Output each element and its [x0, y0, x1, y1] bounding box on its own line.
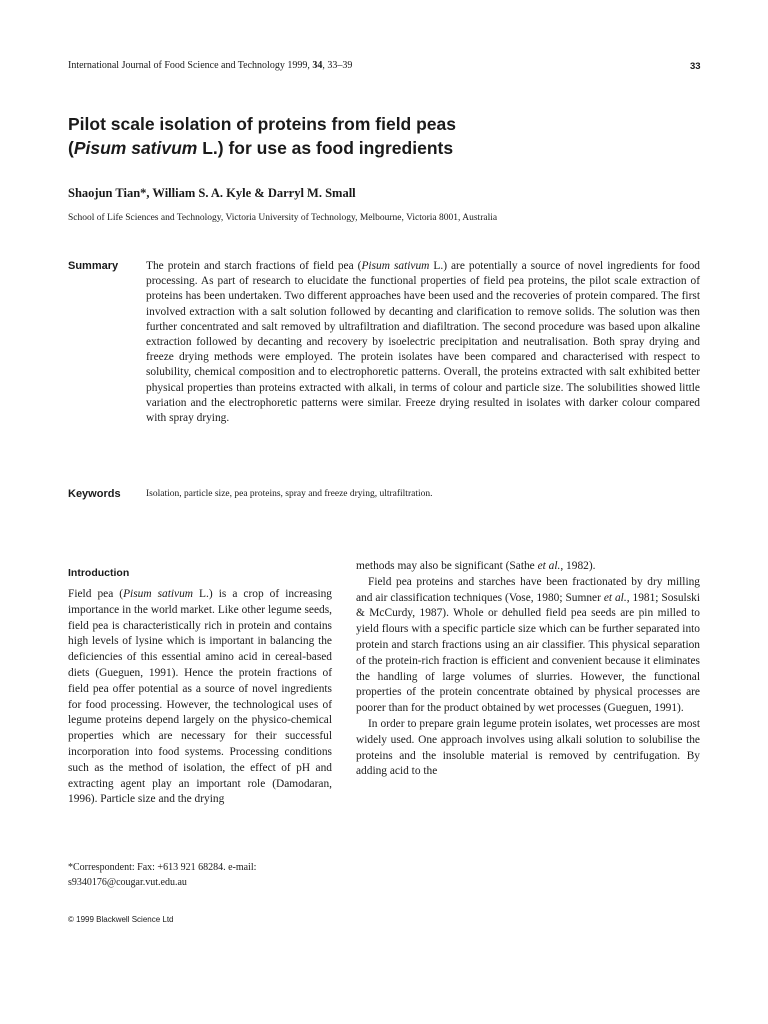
- correspondent-footnote: [68, 860, 332, 890]
- title-line-1: Pilot scale isolation of proteins from field peas: [68, 114, 456, 134]
- author-list: Shaojun Tian*, William S. A. Kyle & Darryl M. Small: [68, 186, 356, 200]
- intro-paragraph-2: Field pea proteins and starches have been fractionated by dry milling and air classification techniques (Vose, 1980; Sumner et al., 1981; Sosulski & McCurdy, 1987). Whole or dehulled field pea seeds are pin milled to yield flours with a specific particle size which can be further separated into protein and starch fractions using an air classifier. This physical separation of the protein-rich fraction is efficient and convenient because it eliminates the handling of large volumes of slurries. However, the functional properties of the protein concentrate obtained by physical processes are poorer than for the product obtained by wet processes (Gueguen, 1991).: [356, 575, 700, 715]
- keywords-text: Isolation, particle size, pea proteins, spray and freeze drying, ultrafiltration.: [146, 489, 433, 499]
- article-title: [68, 112, 688, 160]
- running-head: [68, 60, 352, 71]
- title-line-2: (Pisum sativum L.) for use as food ingredients: [68, 138, 454, 158]
- summary-label: Summary: [68, 260, 119, 272]
- journal-pages: , 33–39: [322, 60, 353, 71]
- copyright-notice: © 1999 Blackwell Science Ltd: [68, 915, 174, 924]
- page-number: 33: [690, 61, 701, 72]
- journal-citation: International Journal of Food Science and Technology 1999,: [68, 60, 313, 71]
- intro-paragraph-3: In order to prepare grain legume protein isolates, wet processes are most widely used. One approach involves using alkali solution to solubilise the proteins and the insoluble material is removed by centrifugation. By adding acid to the: [356, 717, 700, 778]
- journal-volume: 34: [312, 60, 323, 71]
- keywords-label: Keywords: [68, 488, 121, 500]
- footnote-line-1: *Correspondent: Fax: +613 921 68284. e-mail:: [68, 862, 257, 873]
- intro-paragraph-1-cont: methods may also be significant (Sathe et al., 1982).: [356, 560, 596, 572]
- affiliation: School of Life Sciences and Technology, Victoria University of Technology, Melbourne, Victoria 8001, Australia: [68, 213, 498, 223]
- right-column-text: [356, 559, 700, 780]
- introduction-heading: Introduction: [68, 567, 130, 579]
- intro-paragraph-1: Field pea (Pisum sativum L.) is a crop of increasing importance in the world market. Like other legume seeds, field pea is characteristically rich in protein and contains high levels of lysine which is important in balancing the deficiencies of this essential amino acid in cereal-based diets (Gueguen, 1991). Hence the protein fractions of field pea offer potential as a source of novel ingredients for food processing. However, the technological uses of legume proteins depend largely on the physico-chemical properties which are necessary for their successful incorporation into food systems. Processing conditions such as the method of isolation, the effect of pH and extracting agent play an important role (Damodaran, 1996). Particle size and the drying: [68, 588, 332, 806]
- left-column-text: [68, 587, 332, 808]
- summary-text: The protein and starch fractions of field pea (Pisum sativum L.) are potentially a source of novel ingredients for food processing. As part of research to elucidate the functional properties of field pea proteins, the pilot scale extraction of proteins has been undertaken. Two different approaches have been used and the recoveries of protein compared. The first involved extraction with a salt solution followed by decanting and clarification to remove solids. The solution was then further concentrated and salt removed by ultrafiltration and diafiltration. The second procedure was based upon alkaline extraction followed by decanting and recovery by isoelectric precipitation and neutralisation. Both spray drying and freeze drying methods were employed. The protein isolates have been compared and characterised with respect to solubility, chemical composition and to electrophoretic patterns. Overall, the proteins extracted with salt exhibited better physical properties than proteins extracted with alkali, in terms of colour and particle size. The solubilities showed little variation and the electrophoretic patterns were similar. Freeze drying resulted in isolates with darker colour compared with spray drying.: [146, 260, 700, 425]
- footnote-email: s9340176@cougar.vut.edu.au: [68, 877, 187, 888]
- title-species: Pisum sativum: [73, 138, 198, 158]
